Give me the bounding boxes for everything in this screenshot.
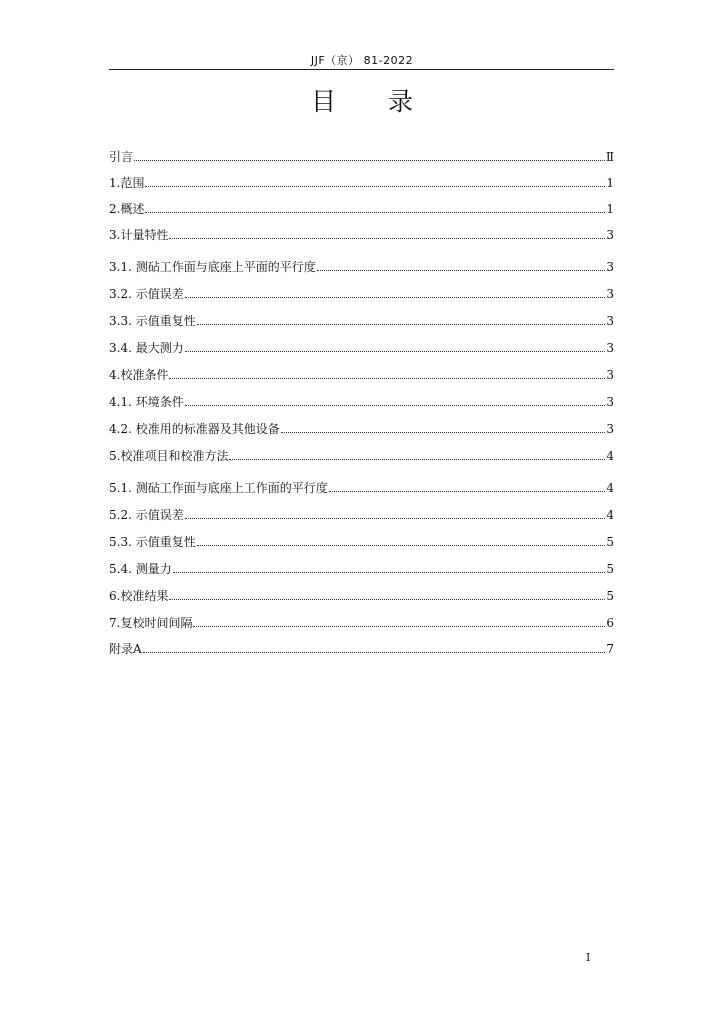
toc-leader-dots	[185, 297, 606, 298]
toc-leader-dots	[329, 491, 606, 492]
toc-entry-page: 3	[606, 260, 614, 274]
toc-entry-5-2[interactable]	[109, 504, 614, 522]
toc-entry-label: 5.4. 测量力	[109, 562, 172, 576]
header-divider	[109, 69, 614, 70]
toc-entry-label: 4.2. 校准用的标准器及其他设备	[109, 422, 280, 436]
document-code: JJF（京） 81-2022	[310, 54, 414, 67]
toc-entry-page: 1	[606, 176, 614, 190]
toc-entry-label: 1.范围	[109, 176, 145, 190]
toc-entry-label: 4.校准条件	[109, 368, 169, 382]
toc-entry-metrological-characteristics[interactable]	[109, 224, 614, 242]
toc-entry-page: 4	[606, 481, 614, 495]
toc-entry-4-2[interactable]	[109, 418, 614, 436]
toc-entry-scope[interactable]	[109, 172, 614, 190]
toc-entry-4-1[interactable]	[109, 391, 614, 409]
toc-entry-label: 5.2. 示值误差	[109, 508, 184, 522]
toc-entry-3-3[interactable]	[109, 310, 614, 328]
toc-leader-dots	[134, 160, 605, 161]
toc-leader-dots	[145, 186, 605, 187]
toc-entry-5-3[interactable]	[109, 531, 614, 549]
page-title: 目 录	[311, 87, 435, 116]
toc-leader-dots	[317, 270, 606, 271]
toc-entry-label: 5.校准项目和校准方法	[109, 449, 229, 463]
toc-entry-page: 5	[606, 589, 614, 603]
toc-entry-page: 5	[606, 562, 614, 576]
toc-entry-5-1[interactable]	[109, 477, 614, 495]
toc-leader-dots	[281, 432, 606, 433]
toc-entry-label: 引言	[109, 150, 134, 164]
toc-entry-page: 3	[606, 422, 614, 436]
toc-entry-label: 3.计量特性	[109, 228, 169, 242]
toc-entry-calibration-results[interactable]	[109, 585, 614, 603]
toc-entry-recalibration-interval[interactable]	[109, 612, 614, 630]
toc-leader-dots	[185, 518, 606, 519]
toc-entry-calibration-items-and-methods[interactable]	[109, 445, 614, 463]
toc-entry-label: 附录A	[109, 642, 142, 656]
toc-entry-label: 5.3. 示值重复性	[109, 535, 196, 549]
toc-entry-page: 4	[606, 449, 614, 463]
toc-leader-dots	[193, 626, 605, 627]
toc-leader-dots	[173, 572, 606, 573]
toc-leader-dots	[197, 545, 606, 546]
toc-entry-label: 3.2. 示值误差	[109, 287, 184, 301]
toc-entry-label: 3.1. 测砧工作面与底座上平面的平行度	[109, 260, 316, 274]
toc-entry-page: 7	[606, 642, 614, 656]
toc-entry-3-2[interactable]	[109, 283, 614, 301]
toc-entry-label: 7.复校时间间隔	[109, 616, 193, 630]
toc-leader-dots	[169, 378, 605, 379]
toc-entry-page: 3	[606, 228, 614, 242]
toc-entry-page: 3	[606, 395, 614, 409]
toc-leader-dots	[229, 459, 605, 460]
toc-entry-introduction[interactable]	[109, 146, 614, 164]
toc-entry-label: 6.校准结果	[109, 589, 169, 603]
toc-entry-label: 3.3. 示值重复性	[109, 314, 196, 328]
toc-entry-page: 4	[606, 508, 614, 522]
toc-entry-page: 5	[606, 535, 614, 549]
toc-entry-appendix-a[interactable]	[109, 638, 614, 656]
toc-entry-label: 3.4. 最大测力	[109, 341, 184, 355]
toc-entry-page: 3	[606, 287, 614, 301]
page-number: I	[586, 951, 591, 964]
toc-entry-page: 3	[606, 368, 614, 382]
toc-entry-page: 1	[606, 202, 614, 216]
toc-entry-label: 2.概述	[109, 202, 145, 216]
toc-leader-dots	[185, 405, 606, 406]
toc-leader-dots	[169, 599, 605, 600]
toc-entry-label: 4.1. 环境条件	[109, 395, 184, 409]
toc-entry-calibration-conditions[interactable]	[109, 364, 614, 382]
toc-entry-3-1[interactable]	[109, 256, 614, 274]
toc-entry-page: 3	[606, 341, 614, 355]
toc-entry-overview[interactable]	[109, 198, 614, 216]
toc-leader-dots	[145, 212, 605, 213]
toc-entry-5-4[interactable]	[109, 558, 614, 576]
toc-entry-page: Ⅱ	[605, 150, 614, 164]
toc-entry-3-4[interactable]	[109, 337, 614, 355]
toc-entry-page: 6	[606, 616, 614, 630]
toc-leader-dots	[169, 238, 605, 239]
toc-entry-label: 5.1. 测砧工作面与底座上工作面的平行度	[109, 481, 328, 495]
toc-leader-dots	[197, 324, 606, 325]
toc-leader-dots	[185, 351, 606, 352]
toc-entry-page: 3	[606, 314, 614, 328]
toc-leader-dots	[143, 652, 606, 653]
